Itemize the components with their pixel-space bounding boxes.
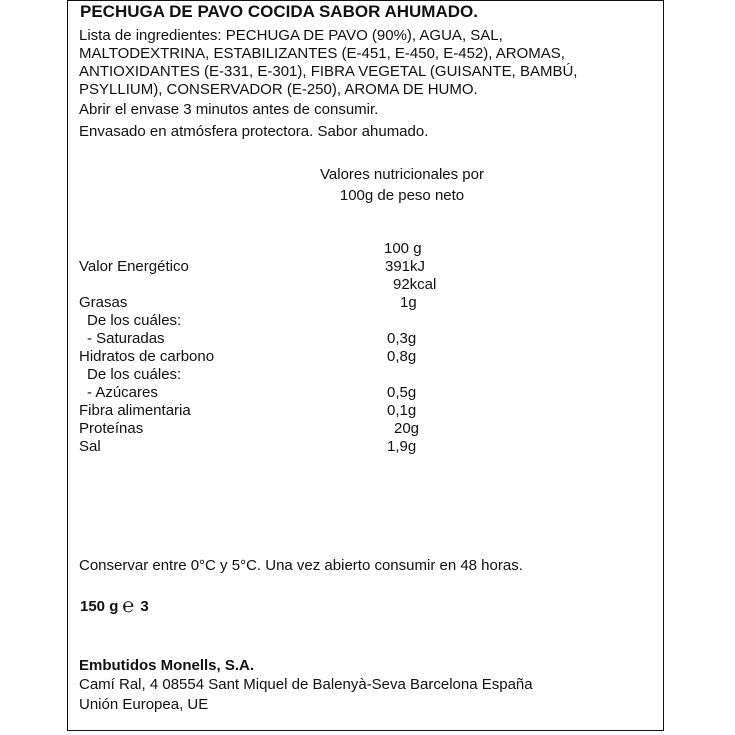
estimated-sign-icon: ℮ xyxy=(122,595,135,617)
storage-instructions: Conservar entre 0°C y 5°C. Una vez abierto consumir en 48 horas. xyxy=(79,557,523,574)
company-region: Unión Europea, UE xyxy=(79,696,209,713)
ingredients-list xyxy=(79,27,659,99)
nutrition-row-value: 20g xyxy=(394,420,420,437)
nutrition-row-label: Hidratos de carbono xyxy=(79,348,215,365)
nutrition-row-label: Sal xyxy=(79,438,101,455)
nutrition-row-label: De los cuáles: xyxy=(87,312,182,329)
nutrition-row-value: 0,5g xyxy=(387,384,417,401)
nutrition-row-value: 0,8g xyxy=(387,348,417,365)
nutrition-row-label: - Azúcares xyxy=(87,384,158,401)
net-weight xyxy=(80,597,149,615)
company-address: Camí Ral, 4 08554 Sant Miquel de Balenyà-Seva Barcelona España xyxy=(79,676,533,693)
nutrition-header-line1: Valores nutricionales por xyxy=(320,166,484,183)
ingredients-line: MALTODEXTRINA, ESTABILIZANTES (E-451, E-450, E-452), AROMAS, xyxy=(79,45,565,62)
energy-kj-value: 391kJ xyxy=(385,258,426,275)
nutrition-row-label: De los cuáles: xyxy=(87,366,182,383)
ingredients-line: ANTIOXIDANTES (E-331, E-301), FIBRA VEGETAL (GUISANTE, BAMBÚ, xyxy=(79,63,578,80)
ingredients-line: PSYLLIUM), CONSERVADOR (E-250), AROMA DE HUMO. xyxy=(79,81,478,98)
nutrition-row-value: 0,3g xyxy=(387,330,417,347)
nutrition-row-label: Fibra alimentaria xyxy=(79,402,191,419)
nutrition-row-value: 1,9g xyxy=(387,438,417,455)
nutrition-row-label: - Saturadas xyxy=(87,330,165,347)
open-instructions: Abrir el envase 3 minutos antes de consumir. xyxy=(79,101,379,118)
nutrition-row-label: Proteínas xyxy=(79,420,144,437)
nutrition-row-value: 0,1g xyxy=(387,402,417,419)
ingredients-line: Lista de ingredientes: PECHUGA DE PAVO (90%), AGUA, SAL, xyxy=(79,27,503,44)
nutrition-column-header: 100 g xyxy=(384,240,422,257)
company-name: Embutidos Monells, S.A. xyxy=(79,657,255,674)
nutrition-header-line2: 100g de peso neto xyxy=(339,187,465,204)
nutrition-row-value: 1g xyxy=(400,294,417,311)
packaging-note: Envasado en atmósfera protectora. Sabor ahumado. xyxy=(79,123,429,140)
net-weight-amount: 150 g xyxy=(80,597,119,615)
nutrition-row-label: Grasas xyxy=(79,294,128,311)
energy-kcal-value: 92kcal xyxy=(393,276,437,293)
energy-label: Valor Energético xyxy=(79,258,189,275)
unit-count: 3 xyxy=(140,597,149,615)
product-title: PECHUGA DE PAVO COCIDA SABOR AHUMADO. xyxy=(80,2,478,21)
